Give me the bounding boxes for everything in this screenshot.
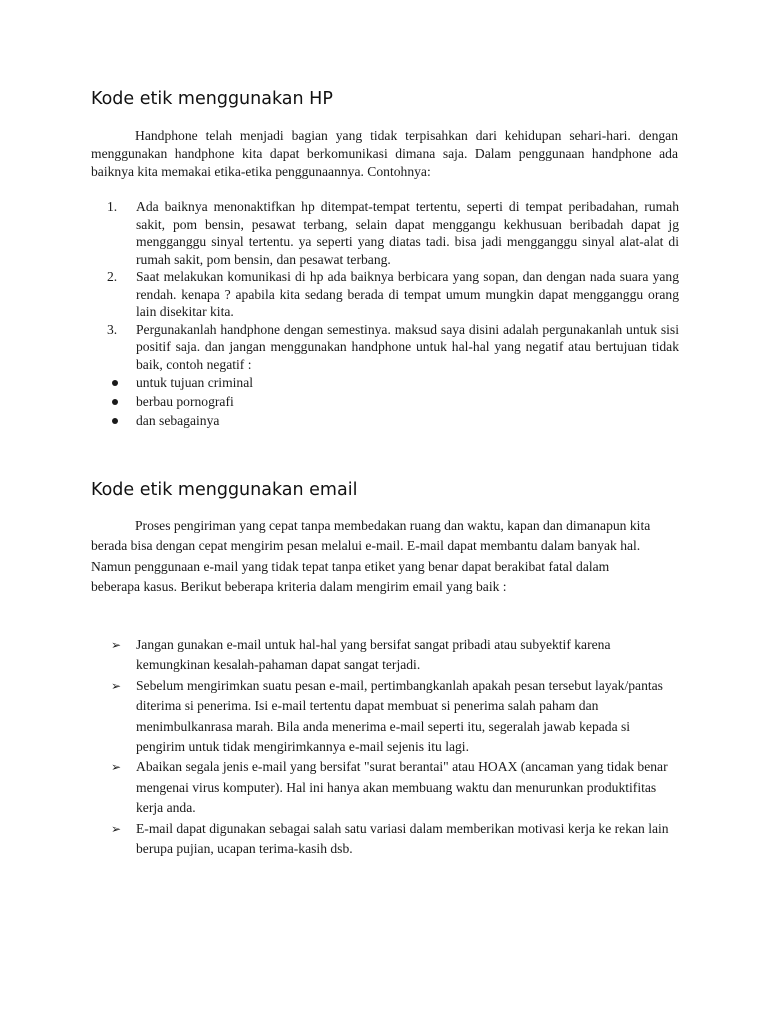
arrow-bullet-icon: ➢ <box>111 760 122 775</box>
hp-numbered-list <box>107 198 679 373</box>
list-item-text: untuk tujuan criminal <box>136 375 254 390</box>
list-item-text: Abaikan segala jenis e-mail yang bersifat "surat berantai" atau HOAX (ancaman yang tidak benar mengenai virus komputer). Hal ini hanya akan membuang waktu dan menurunkan produktifitas kerja anda. <box>136 759 668 816</box>
bullet-dot-icon <box>112 380 118 386</box>
bullet-dot-icon <box>112 418 118 424</box>
list-item <box>107 321 679 374</box>
list-item-text: berbau pornografi <box>136 394 234 409</box>
list-item <box>107 392 667 411</box>
list-item <box>107 373 667 392</box>
email-intro-paragraph: Proses pengiriman yang cepat tanpa membedakan ruang dan waktu, kapan dan dimanapun kita berada bisa dengan cepat mengirim pesan melalui e-mail. E-mail dapat membantu dalam banyak hal. Namun penggunaan e-mail yang tidak tepat tanpa etiket yang benar dapat berakibat fatal dalam beberapa kasus. Berikut beberapa kriteria dalam mengirim email yang baik : <box>91 518 651 595</box>
list-number: 2. <box>107 269 118 284</box>
list-item <box>111 676 671 758</box>
list-item <box>107 268 679 321</box>
list-number: 3. <box>107 321 118 337</box>
list-item-text: E-mail dapat digunakan sebagai salah satu variasi dalam memberikan motivasi kerja ke rekan lain berupa pujian, ucapan terima-kasih dsb. <box>136 820 669 857</box>
email-arrow-list <box>111 635 671 859</box>
list-number: 1. <box>107 199 118 214</box>
list-item-text: dan sebagainya <box>136 413 220 428</box>
arrow-bullet-icon: ➢ <box>111 821 122 836</box>
list-item <box>111 635 671 676</box>
heading-hp: Kode etik menggunakan HP <box>91 89 333 109</box>
list-item-text: Sebelum mengirimkan suatu pesan e-mail, pertimbangkanlah apakah pesan tersebut layak/pantas diterima si penerima. Isi e-mail tertentu dapat membuat si penerima salah paham dan menimbulkanrasa marah. Bila anda menerima e-mail seperti itu, segeralah jawab kepada si pengirim untuk tidak mengirimkannya e-mail sejenis itu lagi. <box>136 677 663 755</box>
list-item <box>111 819 671 860</box>
arrow-bullet-icon: ➢ <box>111 678 122 693</box>
list-item-text: Saat melakukan komunikasi di hp ada baiknya berbicara yang sopan, dan dengan nada suara yang rendah. kenapa ? apabila kita sedang berada di tempat umum mungkin dapat mengganggu orang lain disekitar kita. <box>136 269 679 319</box>
list-item <box>111 757 671 818</box>
list-item-text: Pergunakanlah handphone dengan semestinya. maksud saya disini adalah pergunakanlah untuk sisi positif saja. dan jangan menggunakan handphone untuk hal-hal yang negatif atau bertujuan tidak baik, contoh negatif : <box>136 321 679 372</box>
list-item-text: Jangan gunakan e-mail untuk hal-hal yang bersifat sangat pribadi atau subyektif karena kemungkinan kesalah-pahaman dapat sangat terjadi. <box>136 637 611 673</box>
hp-intro-paragraph: Handphone telah menjadi bagian yang tidak terpisahkan dari kehidupan sehari-hari. dengan menggunakan handphone kita dapat berkomunikasi dimana saja. Dalam penggunaan handphone ada baiknya kita memakai etika-etika penggunaannya. Contohnya: <box>91 128 678 179</box>
list-item <box>107 411 667 430</box>
bullet-dot-icon <box>112 399 118 405</box>
arrow-bullet-icon: ➢ <box>111 638 122 652</box>
hp-bullet-list <box>107 373 667 430</box>
list-item <box>107 198 679 268</box>
heading-email: Kode etik menggunakan email <box>91 480 358 500</box>
list-item-text: Ada baiknya menonaktifkan hp ditempat-tempat tertentu, seperti di tempat peribadahan, rumah sakit, pom bensin, pesawat terbang, selain dapat menggangu kekhusuan beribadah dapat jg mengganggu sinyal tertentu. ya seperti yang diatas tadi. bisa jadi mengganggu sinyal alat-alat di rumah sakit, pom bensin, dan pesawat terbang. <box>136 199 679 267</box>
